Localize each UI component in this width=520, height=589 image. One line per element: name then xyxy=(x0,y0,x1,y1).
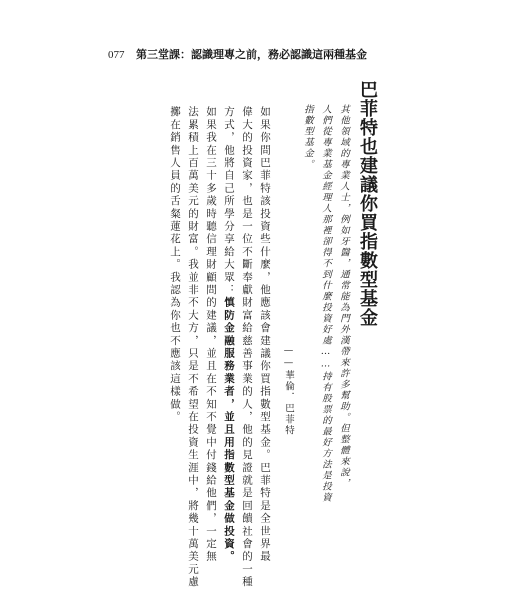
chapter-title: 第三堂課：認識理專之前，務必認識這兩種基金 xyxy=(136,48,367,61)
page-number: 077 xyxy=(108,49,125,61)
bold-advice: 慎防金融服務業者，並且用指數型基金做投資。 xyxy=(223,296,235,564)
body-line-4: 如果我在三十多歲時聽信理財顧問的建議，並且在不知不覺中付錢給他們，一定無 xyxy=(205,106,217,564)
section-title: 巴菲特也建議你買指數型基金 xyxy=(357,80,378,327)
body-line-6: 擲在銷售人員的舌粲蓮花上。我認為你也不應該這樣做。 xyxy=(169,106,181,424)
quote-line-1: 其他領域的專業人士，例如牙醫，通常能為門外漢帶來許多幫助。但整體來說， xyxy=(338,104,349,489)
body-line-1: 如果你問巴菲特該投資些什麼，他應該會建議你買指數型基金。巴菲特是全世界最 xyxy=(259,106,271,564)
quote-line-2: 人們從專業基金經理人那裡卻得不到什麼投資好處……持有股票的最好方法是投資 xyxy=(320,104,331,503)
running-header xyxy=(108,46,408,64)
quote-attribution: ——華倫．巴菲特 xyxy=(283,345,294,436)
body-line-3: 方式，他將自己所學分享給大眾：慎防金融服務業者，並且用指數型基金做投資。 xyxy=(223,106,235,564)
body-line-5: 法累積上百萬美元的財富。我並非不大方，只是不希望在投資生涯中，將幾十萬美元慮 xyxy=(187,106,199,589)
quote-line-3: 指數型基金。 xyxy=(302,104,313,170)
body-line-2: 偉大的投資家，也是一位不斷奉獻財富給慈善事業的人，他的見證就是回饋社會的一種 xyxy=(241,106,253,589)
